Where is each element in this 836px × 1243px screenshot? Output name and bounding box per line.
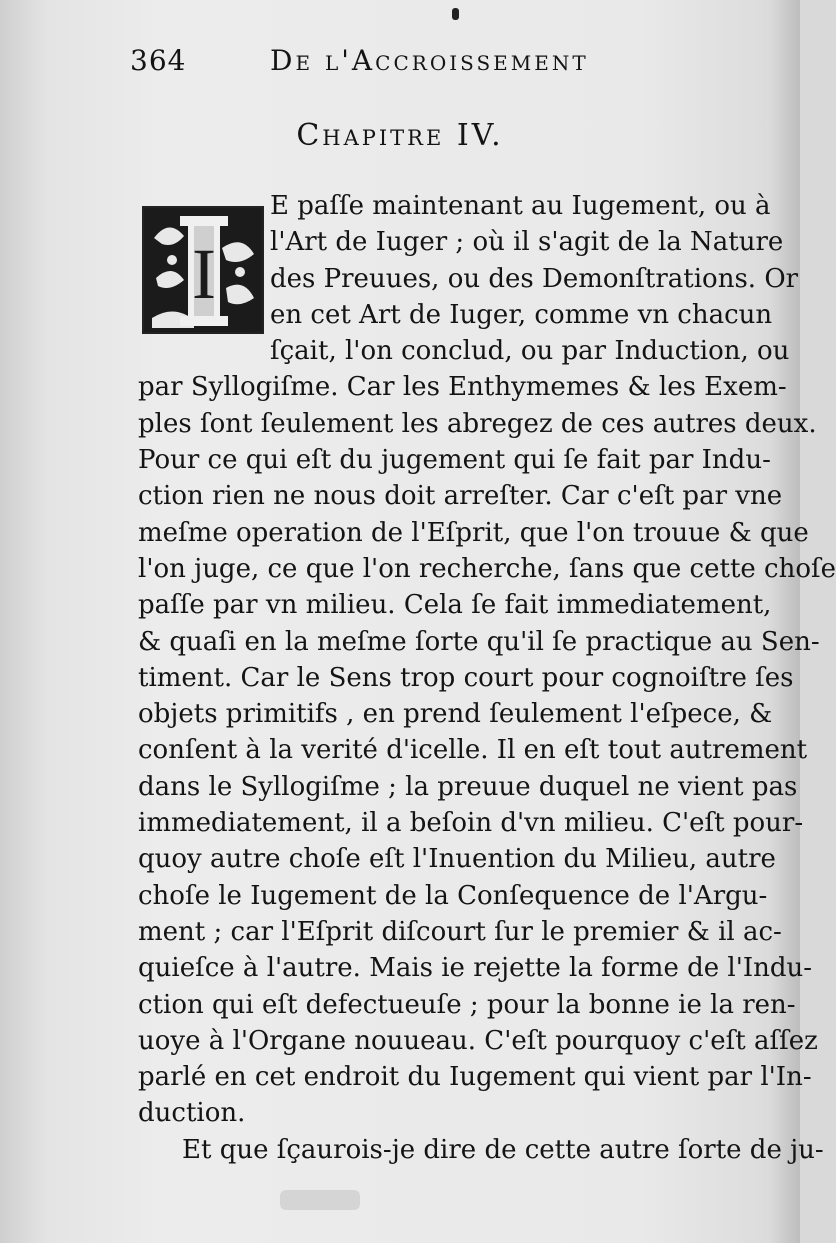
text-line: meſme operation de l'Eſprit, que l'on trouue & que xyxy=(138,517,809,548)
text-line: Et que ſçaurois-je dire de cette autre ſorte de ju- xyxy=(182,1134,824,1165)
text-line: ction rien ne nous doit arreſter. Car c'eſt par vne xyxy=(138,481,783,512)
page-number: 364 xyxy=(130,44,187,77)
initial-letter: I xyxy=(192,234,216,314)
text-line: ment ; car l'Eſprit diſcourt ſur le premier & il ac- xyxy=(138,916,782,947)
text-line: paſſe par vn milieu. Cela ſe fait immediatement, xyxy=(138,590,772,621)
chapter-title: Chapitre IV. xyxy=(296,118,504,153)
text-line: l'on juge, ce que l'on recherche, ſans que cette choſe xyxy=(138,553,836,584)
text-line: dans le Syllogiſme ; la preuue duquel ne vient pas xyxy=(138,771,798,802)
text-line: parlé en cet endroit du Iugement qui vient par l'In- xyxy=(138,1062,812,1093)
text-line: immediatement, il a beſoin d'vn milieu. C'eſt pour- xyxy=(138,808,804,839)
bleed-through-mark xyxy=(280,1190,360,1210)
text-line: duction. xyxy=(138,1098,246,1129)
page-header xyxy=(130,44,630,84)
text-line: quieſce à l'autre. Mais ie rejette la forme de l'Indu- xyxy=(138,953,813,984)
body-text xyxy=(138,188,836,1168)
text-line: objets primitifs , en prend ſeulement l'eſpece, & xyxy=(138,699,773,730)
text-line: choſe le Iugement de la Conſequence de l'Argu- xyxy=(138,880,768,911)
text-line: ction qui eſt defectueuſe ; pour la bonne ie la ren- xyxy=(138,989,796,1020)
text-line: par Syllogiſme. Car les Enthymemes & les Exem- xyxy=(138,372,787,403)
text-line: & quaſi en la meſme ſorte qu'il ſe practique au Sen- xyxy=(138,626,820,657)
text-line: ples ſont ſeulement les abregez de ces autres deux. xyxy=(138,408,817,439)
text-line: quoy autre choſe eſt l'Inuention du Milieu, autre xyxy=(138,844,776,875)
text-line: ſçait, l'on conclud, ou par Induction, ou xyxy=(270,336,790,367)
text-line: E paſſe maintenant au Iugement, ou à xyxy=(270,191,771,221)
text-line: l'Art de Iuger ; où il s'agit de la Nature xyxy=(270,227,784,258)
text-line: Pour ce qui eſt du jugement qui ſe fait par Indu- xyxy=(138,445,771,476)
ink-speck xyxy=(452,8,459,20)
text-line: en cet Art de Iuger, comme vn chacun xyxy=(270,299,773,330)
text-line: conſent à la verité d'icelle. Il en eſt tout autrement xyxy=(138,735,808,766)
running-title: De l'Accroissement xyxy=(270,44,589,77)
text-line: des Preuues, ou des Demonſtrations. Or xyxy=(270,263,799,294)
text-line: uoye à l'Organe nouueau. C'eſt pourquoy c'eſt aſſez xyxy=(138,1025,818,1056)
text-line: timent. Car le Sens trop court pour cognoiſtre ſes xyxy=(138,662,794,693)
